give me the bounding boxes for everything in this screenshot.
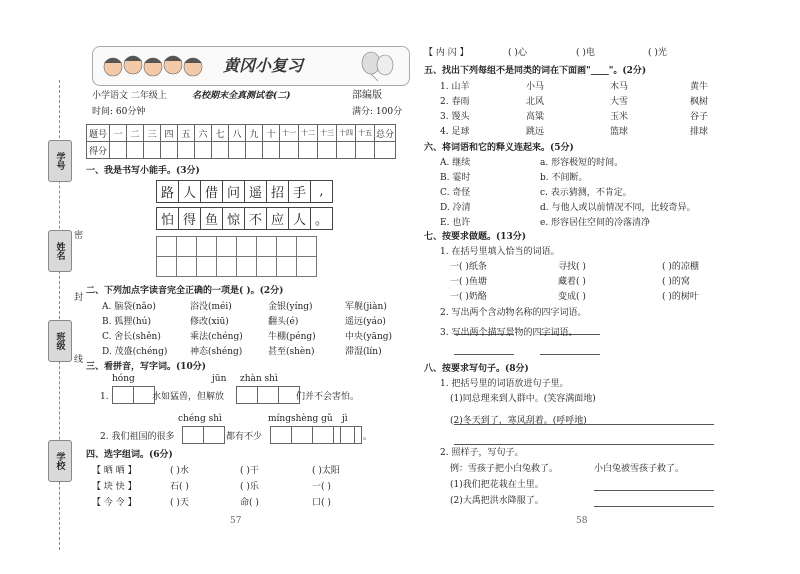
q7-sub: 3. 写出两个描写景物的四字词语。 <box>440 328 578 338</box>
char-cell: 招 <box>266 180 289 203</box>
q1-row2 <box>156 207 332 230</box>
score-cell: 二 <box>127 125 144 142</box>
q5-word: 谷子 <box>690 112 709 122</box>
q7-blank[interactable]: ( )的凉棚 <box>662 262 699 272</box>
seal-mark: 密 <box>74 231 84 241</box>
q5-word: 枫树 <box>690 97 709 107</box>
q4-blank[interactable]: ( )干 <box>240 466 259 476</box>
score-input[interactable] <box>195 142 212 159</box>
header-banner <box>92 46 410 86</box>
q7-title: 七、按要求做题。(13分) <box>424 232 527 242</box>
answer-line[interactable] <box>454 444 714 445</box>
q5-word: 木马 <box>610 82 629 92</box>
q3-line2-text: 2. 我们祖国的很多 <box>100 432 175 442</box>
score-cell: 三 <box>144 125 161 142</box>
q5-word: 高粱 <box>526 112 545 122</box>
char-cell: 人 <box>288 207 311 230</box>
q6-term: E. 也许 <box>440 218 471 228</box>
score-cell: 八 <box>229 125 246 142</box>
q6-title: 六、将词语和它的释义连起来。(5分) <box>424 143 574 153</box>
q8-item: (2)大禹把洪水降服了。 <box>450 496 544 506</box>
q4-blank[interactable]: 石( ) <box>170 482 189 492</box>
pinyin: zhàn shì <box>240 374 278 384</box>
q3-title: 三、看拼音，写字词。(10分) <box>86 362 207 372</box>
banner-title: 黄冈小复习 <box>223 56 304 75</box>
char-cell: 不 <box>244 207 267 230</box>
pinyin: hóng <box>112 374 135 384</box>
q2-option: 翻头(é) <box>268 317 299 327</box>
score-input[interactable] <box>263 142 280 159</box>
q7-blank[interactable]: 变成( ) <box>558 292 586 302</box>
seal-mark: 线 <box>74 355 84 365</box>
score-label: 满分: 100分 <box>352 107 403 117</box>
score-input[interactable] <box>337 142 356 159</box>
score-input[interactable] <box>212 142 229 159</box>
q8-title: 八、按要求写句子。(8分) <box>424 364 529 374</box>
q8-sub: 2. 照样子，写句子。 <box>440 448 524 458</box>
q2-option: 遥远(yáo) <box>345 317 386 327</box>
tab-class: 班级 <box>48 320 72 362</box>
q5-word: 4. 足球 <box>440 127 470 137</box>
time-label: 时间: 60分钟 <box>92 107 146 117</box>
score-cell: 得分 <box>87 142 110 159</box>
score-input[interactable] <box>318 142 337 159</box>
q4-blank[interactable]: 一( ) <box>312 482 331 492</box>
char-cell: 问 <box>222 180 245 203</box>
char-cell: 怕 <box>156 207 179 230</box>
answer-boxes[interactable] <box>182 426 224 444</box>
score-cell: 十三 <box>318 125 337 142</box>
answer-line[interactable] <box>594 490 714 491</box>
q7-blank[interactable]: 藏着( ) <box>558 277 586 287</box>
q4-blank[interactable]: ( )光 <box>648 48 667 58</box>
score-input[interactable] <box>229 142 246 159</box>
q2-option: 滞湿(lín) <box>345 347 382 357</box>
pinyin: chéng shì <box>178 414 222 424</box>
char-cell: 。 <box>310 207 333 230</box>
q5-word: 2. 春雨 <box>440 97 470 107</box>
q4-blank[interactable]: ( )乐 <box>240 482 259 492</box>
q4-blank[interactable]: 口( ) <box>312 498 331 508</box>
q4-chars: 【 今 令 】 <box>92 498 137 508</box>
q2-option: 浴没(méi) <box>190 302 232 312</box>
tab-school: 学校 <box>48 440 72 482</box>
q3-line2-end: 。 <box>363 432 373 442</box>
q2-title: 二、下列加点字读音完全正确的一项是( )。(2分) <box>86 286 284 296</box>
q3-line1-end: 们并不会害怕。 <box>296 392 360 402</box>
subject-label: 小学语文 二年级上 <box>92 91 167 101</box>
q4-blank[interactable]: ( )太阳 <box>312 466 340 476</box>
score-cell: 十四 <box>337 125 356 142</box>
char-cell: 路 <box>156 180 179 203</box>
q8-item: (1)我们把花栽在土里。 <box>450 480 544 490</box>
q6-def: b. 不间断。 <box>540 173 588 183</box>
q7-blank[interactable]: 一( )纸条 <box>450 262 487 272</box>
q5-word: 北风 <box>526 97 545 107</box>
q1-title: 一、我是书写小能手。(3分) <box>86 166 200 176</box>
q5-title: 五、找出下列每组不是同类的词在下面画"____"。(2分) <box>424 66 647 76</box>
q5-word: 玉米 <box>610 112 629 122</box>
q2-option: B. 狐狸(hú) <box>102 317 151 327</box>
q2-option: 修改(xiū) <box>190 317 229 327</box>
score-input[interactable] <box>375 142 396 159</box>
q8-sub: 1. 把括号里的词语放进句子里。 <box>440 379 569 389</box>
q6-def: d. 与他人或以前情况不同，比较奇异。 <box>540 203 696 213</box>
balloon-icon <box>353 51 403 81</box>
seal-mark: 封 <box>74 293 84 303</box>
score-input[interactable] <box>110 142 127 159</box>
q3-line1-text: 水如猛兽，但解放 <box>152 392 225 402</box>
score-cell: 十 <box>263 125 280 142</box>
answer-line[interactable] <box>454 354 514 355</box>
score-input[interactable] <box>280 142 299 159</box>
q4-blank[interactable]: ( )天 <box>170 498 189 508</box>
page-number-left: 57 <box>230 516 242 526</box>
score-cell: 题号 <box>87 125 110 142</box>
char-cell: , <box>310 180 333 203</box>
score-input[interactable] <box>246 142 263 159</box>
score-input[interactable] <box>178 142 195 159</box>
answer-boxes[interactable] <box>340 426 361 444</box>
char-cell: 遥 <box>244 180 267 203</box>
children-illustration-icon <box>101 49 211 83</box>
answer-boxes[interactable] <box>236 386 299 404</box>
q4-blank[interactable]: ( )心 <box>508 48 527 58</box>
pinyin: míngshèng gǔ <box>268 414 333 424</box>
score-input[interactable] <box>127 142 144 159</box>
q5-word: 3. 馒头 <box>440 112 470 122</box>
score-input[interactable] <box>299 142 318 159</box>
edition-label: 部编版 <box>352 90 382 101</box>
q1-writing-grid[interactable] <box>156 236 317 277</box>
score-cell: 十二 <box>299 125 318 142</box>
q5-word: 大雪 <box>610 97 629 107</box>
q8-item: (1)同总理来到人群中。(笑容满面地) <box>450 394 596 404</box>
q5-word: 黄牛 <box>690 82 709 92</box>
q7-blank[interactable]: ( )的树叶 <box>662 292 699 302</box>
char-cell: 惊 <box>222 207 245 230</box>
score-input[interactable] <box>144 142 161 159</box>
char-cell: 人 <box>178 180 201 203</box>
q4-blank[interactable]: ( )电 <box>576 48 595 58</box>
q2-option: C. 舍长(shěn) <box>102 332 161 342</box>
q8-example-answer: 小白兔被雪孩子救了。 <box>594 464 685 474</box>
page-number-right: 58 <box>576 516 588 526</box>
score-cell: 总分 <box>375 125 396 142</box>
q2-option: 神态(shéng) <box>190 347 243 357</box>
score-cell: 九 <box>246 125 263 142</box>
score-input[interactable] <box>161 142 178 159</box>
char-cell: 手 <box>288 180 311 203</box>
char-cell: 鱼 <box>200 207 223 230</box>
q4-chars: 【 块 快 】 <box>92 482 137 492</box>
q2-option: 金银(yíng) <box>268 302 313 312</box>
q2-option: 军舰(jiàn) <box>345 302 387 312</box>
q2-option: A. 脑袋(nǎo) <box>102 302 156 312</box>
q3-line2-mid: 都有不少 <box>226 432 263 442</box>
score-value-row <box>87 142 396 159</box>
q7-sub: 2. 写出两个含动物名称的四字词语。 <box>440 308 587 318</box>
q7-sub: 1. 在括号里填入恰当的词语。 <box>440 247 560 257</box>
q2-option: D. 茂盛(chéng) <box>102 347 168 357</box>
score-cell: 六 <box>195 125 212 142</box>
q4-title: 四、选字组词。(6分) <box>86 450 173 460</box>
q6-term: C. 奇怪 <box>440 188 471 198</box>
q6-def: e. 形容居住空间的冷落清净 <box>540 218 651 228</box>
q5-word: 篮球 <box>610 127 629 137</box>
q1-row1 <box>156 180 332 203</box>
tab-name: 姓名 <box>48 230 72 272</box>
score-table <box>86 124 396 159</box>
q4-blank[interactable]: 命( ) <box>240 498 259 508</box>
q6-term: A. 继续 <box>440 158 471 168</box>
r-top-chars: 【 内 闪 】 <box>424 48 469 58</box>
char-cell: 借 <box>200 180 223 203</box>
q4-blank[interactable]: ( )水 <box>170 466 189 476</box>
q2-option: 乘法(chéng) <box>190 332 243 342</box>
score-cell: 七 <box>212 125 229 142</box>
score-cell: 十五 <box>356 125 375 142</box>
q8-example: 例：雪孩子把小白兔救了。 <box>450 464 559 474</box>
paper-title: 名校期末全真测试卷(二) <box>192 91 291 101</box>
q5-word: 小马 <box>526 82 545 92</box>
answer-line[interactable] <box>594 506 714 507</box>
score-input[interactable] <box>356 142 375 159</box>
pinyin: jūn <box>212 374 227 384</box>
pinyin: jì <box>342 414 348 424</box>
q5-word: 1. 山羊 <box>440 82 470 92</box>
q5-word: 排球 <box>690 127 709 137</box>
tab-student-number: 学号 <box>48 140 72 182</box>
q7-blank[interactable]: 寻找( ) <box>558 262 586 272</box>
q6-def: a. 形容极短的时间。 <box>540 158 624 168</box>
score-cell: 一 <box>110 125 127 142</box>
q5-word: 跳远 <box>526 127 545 137</box>
answer-boxes[interactable] <box>112 386 154 404</box>
score-cell: 十一 <box>280 125 299 142</box>
binding-sidebar <box>0 0 84 574</box>
score-cell: 四 <box>161 125 178 142</box>
q3-line1-num: 1. <box>100 392 109 402</box>
q7-blank[interactable]: ( )的窝 <box>662 277 690 287</box>
score-header-row <box>87 125 396 142</box>
answer-line[interactable] <box>540 354 600 355</box>
score-cell: 五 <box>178 125 195 142</box>
char-cell: 得 <box>178 207 201 230</box>
char-cell: 应 <box>266 207 289 230</box>
q8-item: (2)冬天到了，寒风刮着。(呼呼地) <box>450 416 587 426</box>
q2-option: 牛棚(péng) <box>268 332 316 342</box>
q2-option: 甚至(shèn) <box>268 347 315 357</box>
q7-blank[interactable]: 一( )奶酪 <box>450 292 487 302</box>
q6-term: B. 霎时 <box>440 173 471 183</box>
q6-def: c. 表示猜测，不肯定。 <box>540 188 632 198</box>
q4-chars: 【 晒 晒 】 <box>92 466 137 476</box>
q6-term: D. 冷清 <box>440 203 471 213</box>
q7-blank[interactable]: 一( )鱼塘 <box>450 277 487 287</box>
q2-option: 中央(yāng) <box>345 332 393 342</box>
